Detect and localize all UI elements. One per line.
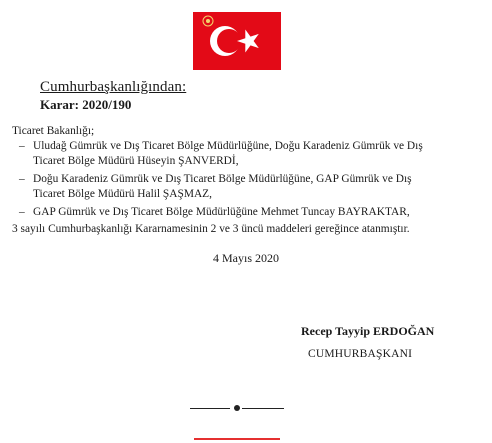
signer-title: CUMHURBAŞKANI xyxy=(308,348,413,360)
list-dash: – xyxy=(19,173,25,185)
dot-separator-icon xyxy=(190,403,290,413)
appointment-line: Doğu Karadeniz Gümrük ve Dış Ticaret Bölge Müdürlüğüne, GAP Gümrük ve Dış xyxy=(33,173,412,185)
appointment-line: GAP Gümrük ve Dış Ticaret Bölge Müdürlüğüne Mehmet Tuncay BAYRAKTAR, xyxy=(33,206,410,218)
appointment-item xyxy=(12,139,482,169)
closing-statement: 3 sayılı Cumhurbaşkanlığı Kararnamesinin 2 ve 3 üncü maddeleri gereğince atanmıştır. xyxy=(12,223,410,235)
separator-dot xyxy=(234,405,240,411)
decision-body xyxy=(12,124,482,237)
list-dash: – xyxy=(19,206,25,218)
ministry-intro: Ticaret Bakanlığı; xyxy=(12,125,95,137)
appointment-line: Uludağ Gümrük ve Dış Ticaret Bölge Müdürlüğüne, Doğu Karadeniz Gümrük ve Dış xyxy=(33,140,423,152)
appointment-line: Ticaret Bölge Müdürü Hüseyin ŞANVERDİ, xyxy=(33,155,239,167)
footer-accent-line xyxy=(194,438,280,440)
appointment-item xyxy=(12,172,482,202)
signer-name: Recep Tayyip ERDOĞAN xyxy=(301,324,435,338)
separator-line xyxy=(242,408,284,409)
appointment-line: Ticaret Bölge Müdürü Halil ŞAŞMAZ, xyxy=(33,188,212,200)
turkish-flag-icon xyxy=(193,12,281,70)
decision-number: Karar: 2020/190 xyxy=(40,97,132,112)
appointment-item xyxy=(12,205,482,220)
decision-date: 4 Mayıs 2020 xyxy=(213,251,279,265)
issuer-heading: Cumhurbaşkanlığından: xyxy=(40,79,187,95)
separator-line xyxy=(190,408,230,409)
list-dash: – xyxy=(19,140,25,152)
